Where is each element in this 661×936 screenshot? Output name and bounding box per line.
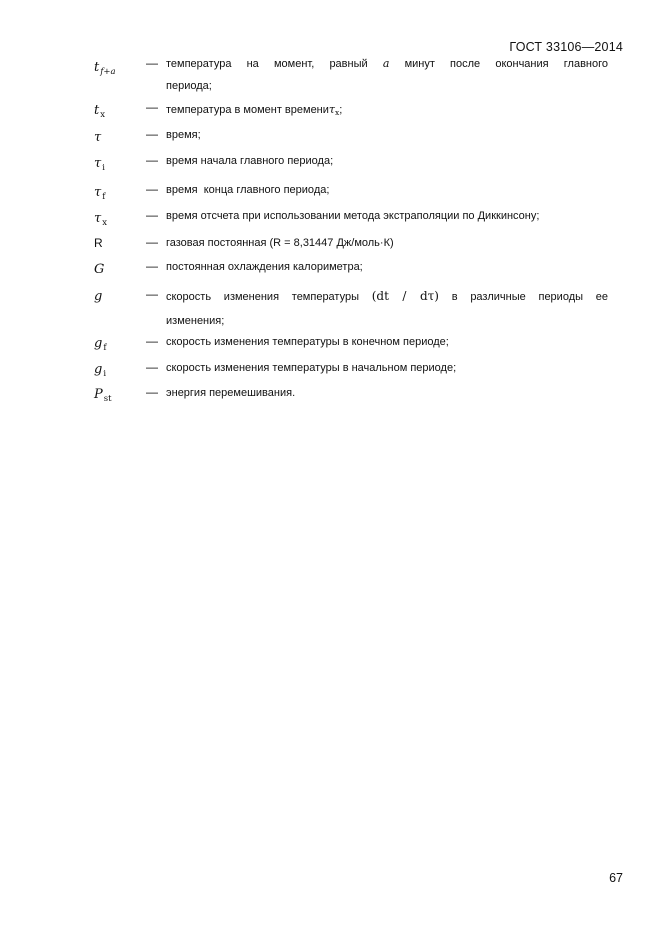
dash: — <box>146 208 158 222</box>
definition-text <box>166 53 608 97</box>
dash: — <box>146 182 158 196</box>
definition-line: периода; <box>166 80 212 92</box>
definition-text <box>166 331 608 353</box>
definition-text <box>166 99 608 124</box>
definition-text <box>166 179 608 201</box>
symbol: $\tau_i$ <box>94 156 105 173</box>
document-header: ГОСТ 33106—2014 <box>509 40 623 54</box>
definition-line: скорость изменения температуры в начальном периоде; <box>166 362 457 374</box>
symbol: $\tau_f$ <box>94 185 106 202</box>
definition-line: время конца главного периода; <box>166 184 330 196</box>
symbol: $g_i$ <box>94 362 107 379</box>
definition-text <box>166 382 608 404</box>
definition-line: время начала главного периода; <box>166 155 334 167</box>
dash: — <box>146 127 158 141</box>
symbol: G <box>94 262 105 277</box>
definition-line: время отсчета при использовании метода экстраполяции по Диккинсону; <box>166 210 540 222</box>
dash: — <box>146 259 158 273</box>
definition-text <box>166 124 608 146</box>
definition-line: скорость изменения температуры (dt / dτ) в различные периоды ее <box>166 289 608 303</box>
symbol: g <box>94 289 103 304</box>
dash: — <box>146 385 158 399</box>
definition-text <box>166 232 608 254</box>
definition-line: температура на момент, равный a минут после окончания главного <box>166 57 608 70</box>
dash: — <box>146 235 158 249</box>
symbol: τ <box>94 130 102 145</box>
symbol: $P_{st}$ <box>94 387 112 404</box>
definition-line: постоянная охлаждения калориметра; <box>166 261 363 273</box>
symbol: $g_f$ <box>94 336 107 353</box>
definition-text <box>166 284 608 333</box>
dash: — <box>146 56 158 70</box>
rate-formula: (dt / dτ) <box>371 289 439 303</box>
page-number: 67 <box>609 871 623 885</box>
definition-text <box>166 205 608 227</box>
symbol: $\tau_x$ <box>94 211 107 228</box>
definition-line: скорость изменения температуры в конечном периоде; <box>166 336 449 348</box>
dash: — <box>146 360 158 374</box>
definition-line: время; <box>166 129 201 141</box>
symbol: R <box>94 236 103 250</box>
symbol: $t_x$ <box>94 103 106 120</box>
definition-text <box>166 357 608 379</box>
dash: — <box>146 334 158 348</box>
definition-line: энергия перемешивания. <box>166 387 296 399</box>
definition-line: газовая постоянная (R = 8,31447 Дж/моль·К) <box>166 237 394 249</box>
dash: — <box>146 100 158 114</box>
definition-line: температура в момент времениτ$_x$; <box>166 103 343 117</box>
dash: — <box>146 153 158 167</box>
definition-text <box>166 150 608 172</box>
dash: — <box>146 287 158 301</box>
symbol: $t_{f+a}$ <box>94 60 116 77</box>
definition-line: изменения; <box>166 315 225 327</box>
definition-text <box>166 256 608 278</box>
